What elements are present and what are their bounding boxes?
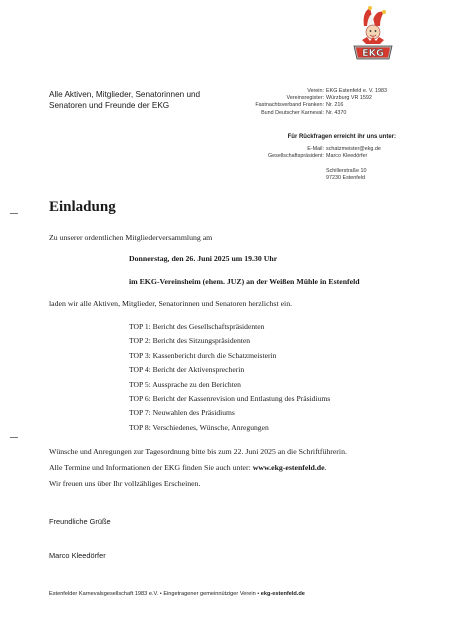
contact-row	[0, 153, 449, 160]
website-link[interactable]: www.ekg-estenfeld.de	[252, 463, 325, 472]
info-text	[49, 463, 327, 472]
intro-text: Zu unserer ordentlichen Mitgliederversammlung am	[49, 233, 213, 242]
agenda-item: TOP 4: Bericht der Aktivensprecherin	[129, 365, 245, 375]
club-info-label: Verein:	[307, 88, 324, 94]
greeting: Freundliche Grüße	[49, 517, 111, 526]
closing-text: Wir freuen uns über Ihr vollzähliges Erscheinen.	[49, 479, 201, 488]
agenda-item: TOP 5: Aussprache zu den Berichten	[129, 379, 241, 389]
club-info-label: Fastnachtsverband Franken:	[255, 102, 324, 109]
agenda-item: TOP 6: Bericht der Kassenrevision und Entlastung des Präsidiums	[129, 394, 331, 404]
letter-heading: Einladung	[49, 199, 116, 215]
fold-mark	[10, 213, 18, 214]
agenda-item: TOP 2: Bericht des Sitzungspräsidenten	[129, 336, 251, 346]
address-city: 97230 Estenfeld	[326, 175, 365, 182]
club-info-row	[0, 95, 449, 102]
contact-row	[0, 146, 449, 153]
contact-address	[326, 168, 366, 183]
signature-name: Marco Kleedörfer	[49, 551, 106, 560]
club-info-row	[0, 102, 449, 109]
info-prefix: Alle Termine und Informationen der EKG finden Sie auch unter:	[49, 463, 253, 472]
agenda-list	[129, 320, 330, 435]
wishes-text: Wünsche und Anregungen zur Tagesordnung bitte bis zum 22. Juni 2025 an die Schriftführerin.	[49, 447, 347, 456]
club-info-value: Würzburg VR 1592	[326, 95, 372, 102]
club-info	[0, 88, 449, 117]
page-footer	[49, 591, 305, 597]
contact-label: E-Mail:	[307, 146, 324, 152]
contact-email-link[interactable]: schatzmeister@ekg.de	[326, 146, 381, 152]
club-info-row	[0, 110, 449, 117]
agenda-item: TOP 1: Bericht des Gesellschaftspräsidenten	[129, 322, 265, 331]
contact-title: Für Rückfragen erreicht ihr uns unter:	[287, 134, 396, 140]
recipient-line: Senatoren und Freunde der EKG	[49, 100, 170, 110]
contact-info	[0, 146, 449, 161]
ekg-logo	[350, 4, 396, 64]
address-street: Schillerstraße 10	[326, 168, 367, 174]
recipient-line: Alle Aktiven, Mitglieder, Senatorinnen und	[49, 90, 201, 99]
club-info-value: Nr. 4370	[326, 109, 347, 116]
info-suffix: .	[324, 463, 327, 472]
agenda-item: TOP 3: Kassenbericht durch die Schatzmeisterin	[129, 350, 277, 360]
agenda-item: TOP 7: Neuwahlen des Präsidiums	[129, 408, 235, 418]
invite-text: laden wir alle Aktiven, Mitglieder, Senatorinnen und Senatoren herzlichst ein.	[49, 299, 293, 308]
club-info-label: Vereinsregister:	[286, 95, 324, 102]
footer-link[interactable]: ekg-estenfeld.de	[260, 591, 305, 597]
meeting-venue: im EKG-Vereinsheim (ehem. JUZ) an der Weißen Mühle in Estenfeld	[129, 277, 360, 286]
club-info-value: Nr. 216	[326, 102, 344, 109]
meeting-date: Donnerstag, den 26. Juni 2025 um 19.30 Uhr	[129, 254, 278, 263]
club-info-label: Bund Deutscher Karneval:	[261, 109, 324, 116]
club-info-row	[0, 88, 449, 95]
club-info-value: EKG Estenfeld e. V. 1983	[326, 88, 387, 94]
fold-mark	[10, 437, 18, 438]
footer-text: Estenfelder Karnevalsgesellschaft 1983 e.V. • Eingetragener gemeinnütziger Verein •	[49, 591, 261, 597]
logo-lettering: EKG	[362, 48, 384, 59]
contact-value: Marco Kleedörfer	[326, 153, 368, 160]
contact-label: Gesellschaftspräsident:	[267, 153, 324, 160]
agenda-item: TOP 8: Verschiedenes, Wünsche, Anregungen	[129, 422, 269, 432]
